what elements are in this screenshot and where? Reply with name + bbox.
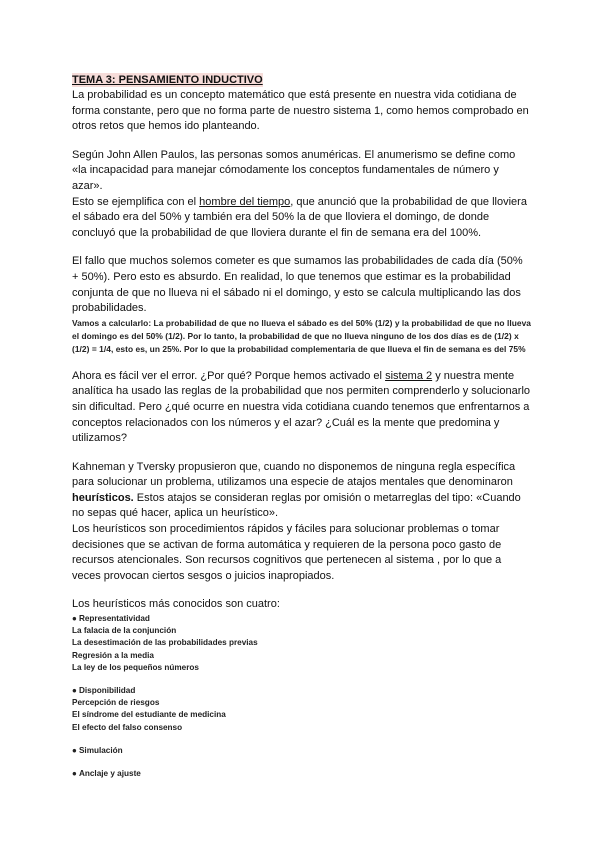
bullet-icon: ● — [72, 686, 77, 696]
list-item: El síndrome del estudiante de medicina — [72, 710, 226, 720]
paragraph-calculation: Vamos a calcularlo: La probabilidad de que no llueva el sábado es del 50% (1/2) y la probabilidad de que no llueva el domingo es del 50% (1/2). Por lo tanto, la probabilidad de que no llueva ninguno de los dos días es de (1/2) x (1/2) = 1/4, esto es, un 25%. Por lo que la probabilidad complementaria de que llueva el fin de semana es del 75% — [72, 317, 532, 354]
paragraph-heuristics-definition: Los heurísticos son procedimientos rápidos y fáciles para solucionar problemas o tomar decisiones que se activan de forma automática y requieren de la persona poco gasto de recursos atencionales. Son recursos cognitivos que pertenecen al sistema , por lo que a veces provocan ciertos sesgos o juicios inapropiados. — [72, 523, 502, 582]
paragraph-paulos: Según John Allen Paulos, las personas somos anuméricas. El anumerismo se define como «la incapacidad para manejar cómodamente los conceptos fundamentales de número y azar». — [72, 148, 516, 192]
paragraph-mistake: El fallo que muchos solemos cometer es que sumamos las probabilidades de cada día (50% + 50%). Pero esto es absurdo. En realidad, lo que tenemos que estimar es la probabilidad conjunta de que no llueva ni el sábado ni el domingo, y esto se calcula multiplicando las dos probabilidades. — [72, 255, 523, 315]
list-item: Percepción de riesgos — [72, 698, 160, 708]
list-item: ● Simulación — [72, 745, 532, 757]
heuristics-list — [72, 613, 532, 674]
bullet-icon: ● — [72, 614, 77, 624]
list-item: ● Disponibilidad — [72, 685, 532, 697]
list-item: La falacia de la conjunción — [72, 626, 177, 636]
heuristics-list-anclaje — [72, 768, 532, 780]
list-item: Regresión a la media — [72, 650, 154, 660]
list-item: La ley de los pequeños números — [72, 662, 199, 672]
bullet-icon: ● — [72, 769, 77, 779]
weatherman-link[interactable]: hombre del tiempo — [199, 195, 291, 208]
paragraph-intro: La probabilidad es un concepto matemático que está presente en nuestra vida cotidiana de forma constante, pero que no forma parte de nuestro sistema 1, como hemos comprobado en otros retos que hemos ido planteando. — [72, 89, 529, 133]
paragraph-system2: Ahora es fácil ver el error. ¿Por qué? Porque hemos activado el sistema 2 y nuestra mente analítica ha usado las reglas de la probabilidad que nos permiten comprenderlo y solucionarlo sin dificultad. Pero ¿qué ocurre en nuestra vida cotidiana cuando tenemos que enfrentarnos a conceptos relacionados con los números y el azar? ¿Cuál es la mente que predomina y utilizamos? — [72, 369, 531, 445]
heuristics-list-simulacion — [72, 745, 532, 757]
list-item: ● Representatividad — [72, 613, 532, 625]
list-item: ● Anclaje y ajuste — [72, 768, 532, 780]
heuristics-list-disponibilidad — [72, 685, 532, 734]
document-page — [72, 70, 532, 780]
page-title: TEMA 3: PENSAMIENTO INDUCTIVO — [72, 74, 263, 86]
bullet-icon: ● — [72, 745, 77, 755]
system2-link[interactable]: sistema 2 — [385, 369, 433, 382]
paragraph-kahneman: Kahneman y Tversky propusieron que, cuando no disponemos de ninguna regla específica para solucionar un problema, utilizamos una especie de atajos mentales que denominaron heurísticos. Estos atajos se consideran reglas por omisión o metarreglas del tipo: «Cuando no sepas qué hacer, aplica un heurístico». — [72, 460, 521, 520]
paragraph-list-intro: Los heurísticos más conocidos son cuatro: — [72, 598, 280, 611]
list-item: El efecto del falso consenso — [72, 722, 183, 732]
list-item: La desestimación de las probabilidades previas — [72, 638, 258, 648]
heuristics-term: heurísticos. — [72, 491, 134, 504]
paragraph-weatherman: Esto se ejemplifica con el hombre del tiempo, que anunció que la probabilidad de que lloviera el sábado era del 50% y también era del 50% la de que lloviera el domingo, de donde concluyó que la probabilidad de que lloviera durante el fin de semana era del 100%. — [72, 195, 527, 239]
